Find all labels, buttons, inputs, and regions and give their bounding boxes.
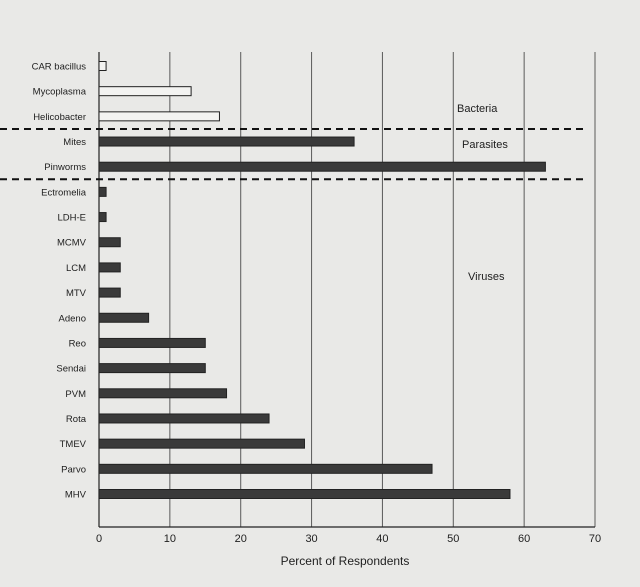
category-label-mites: Mites xyxy=(63,137,86,149)
group-label-parasites: Parasites xyxy=(462,139,508,151)
bar-parvo xyxy=(99,464,432,473)
category-label-parvo: Parvo xyxy=(61,464,86,476)
x-tick-label-50: 50 xyxy=(447,533,460,545)
category-label-rota: Rota xyxy=(65,413,86,425)
bar-lcm xyxy=(99,263,120,272)
bar-mycoplasma xyxy=(99,87,191,96)
bar-rota xyxy=(99,414,269,423)
category-label-lcm: LCM xyxy=(65,262,86,274)
category-label-ectromelia: Ectromelia xyxy=(41,187,86,199)
bar-mites xyxy=(99,137,354,146)
bar-ectromelia xyxy=(99,187,106,196)
group-label-bacteria: Bacteria xyxy=(457,103,498,115)
x-tick-label-60: 60 xyxy=(518,533,531,545)
category-label-sendai: Sendai xyxy=(56,363,86,375)
group-label-viruses: Viruses xyxy=(468,271,505,283)
category-label-mycoplasma: Mycoplasma xyxy=(32,86,86,98)
category-label-pvm: PVM xyxy=(65,388,86,400)
bar-car-bacillus xyxy=(99,62,106,71)
category-label-helicobacter: Helicobacter xyxy=(33,111,86,123)
x-tick-label-30: 30 xyxy=(305,533,318,545)
bar-sendai xyxy=(99,364,205,373)
category-label-mtv: MTV xyxy=(65,288,86,300)
bar-reo xyxy=(99,338,205,347)
x-tick-label-0: 0 xyxy=(95,533,103,545)
bar-pinworms xyxy=(99,162,545,171)
bar-mtv xyxy=(99,288,120,297)
category-label-tmev: TMEV xyxy=(59,439,86,451)
category-label-mhv: MHV xyxy=(64,489,86,501)
bar-adeno xyxy=(99,313,149,322)
category-label-ldh-e: LDH-E xyxy=(57,212,86,224)
x-tick-label-40: 40 xyxy=(376,533,389,545)
x-tick-label-70: 70 xyxy=(588,533,602,545)
category-label-pinworms: Pinworms xyxy=(44,162,86,174)
bar-mcmv xyxy=(99,238,120,247)
x-tick-label-20: 20 xyxy=(234,533,247,545)
category-label-reo: Reo xyxy=(68,338,86,350)
bar-helicobacter xyxy=(99,112,219,121)
bar-tmev xyxy=(99,439,304,448)
x-axis-label: Percent of Respondents xyxy=(280,554,410,568)
x-tick-label-10: 10 xyxy=(163,533,176,545)
category-label-car-bacillus: CAR bacillus xyxy=(31,61,86,73)
bar-mhv xyxy=(99,490,510,499)
bar-ldh-e xyxy=(99,213,106,222)
bar-pvm xyxy=(99,389,227,398)
category-label-mcmv: MCMV xyxy=(56,237,86,249)
category-label-adeno: Adeno xyxy=(58,313,86,325)
